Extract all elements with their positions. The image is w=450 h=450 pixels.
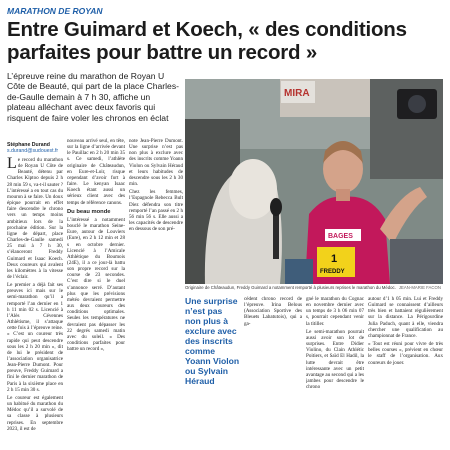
paragraph: gné le marathon du Cognac en novembre dernier avec un temps de 3 h 06 min 07 s, pourrait cependant venir la titiller. (306, 296, 364, 327)
paragraph: note Jean-Pierre Dumont. Une surprise n’est pas non plus à exclure avec des inscrits comme Yoann Violon ou Sylvain Héraud et leurs habitudes de descendre sous les 2 h 30 min. (129, 138, 183, 188)
article-column-2 (67, 138, 125, 445)
intertitle: Du beau monde (67, 208, 111, 215)
drop-cap: L (7, 157, 17, 172)
article-column-6 (368, 296, 443, 445)
article-column-5 (306, 296, 364, 445)
article-column-1 (7, 157, 63, 445)
bib-name: FREDDY (320, 269, 345, 275)
paragraph: Le premier a déjà fait ses preuves ici mais sur le semi-marathon qu’il a remporté l’an dernier en 1 h 11 min 02 s. Licencié à l’Alès Cévennes Athlétisme, il s’attaque cette fois à l’épreuve reine. « C’est un coureur très rapide qui peut descendre sous les 2 h 20 min », dit de lui le président de l’association organisatrice Jean-Pierre Dumont. Pour preuve, Freddy Guimard a fini le dernier marathon de Paris à la sixième place en 2 h 15 min 30 s. (7, 282, 63, 393)
paragraph: L’intéressé a notamment bouclé le marathon Seine-Eure, autour de Louviers (Eure), en 2 h 12 min et 28 s en octobre dernier. Licencié à l’Amicale Athlétique du Boumois (24E), il a ce jour-là battu son propre record sur la course de 23 secondes. C’est dire si le duel s’annonce serré. D’autant plus que les prévisions météo devraient permettre aux deux coureurs des conditions optimales. Seules les températures ne devraient pas dépasser les 22 degrés samedi matin avec du soleil. « Des conditions parfaites pour battre un record », (67, 216, 125, 353)
article-headline: Entre Guimard et Koech, « des conditions parfaites pour battre un record » (7, 18, 407, 64)
section-kicker: MARATHON DE ROYAN (7, 6, 103, 16)
pull-quote: Une surprise n’est pas non plus à exclure avec des inscrits comme Yoann Violon ou Sylvain Héraud (185, 296, 240, 386)
shirt-text: BAGES (328, 233, 353, 240)
paragraph: « Tout est réuni pour vivre de très belles courses », prévient en chœur le staff de l’organisation. Aux coureurs de jouer. (368, 341, 443, 366)
paragraph: Chez les femmes, l’Espagnole Rebecca Bult Díez défendra son titre remporté l’an passé en 2 h 56 min 56 s. Elle aussi a les capacités de descendre en dessous de son pré- (129, 189, 183, 233)
paragraph: Le coureur est également un habitué du marathon du Médoc qu’il a survolé de sa classe à plusieurs reprises. En septembre 2023, il est de (7, 394, 63, 432)
paragraph: Le record du marathon de Royan U Côte de Beauté, détenu par Charles Kiptoo depuis 2 h 28 min 59 s, va-t-il sauter ? L’intéressé a en tout cas du mouron à se faire. Un doux épique pourrait en effet faire descendre le chrono vers un temps moins ambitieux lors de la prochaine édition. Sur la ligne de départ, place Charles-de-Gaulle samedi 25 mai à 7 h 30, s’élanceront Freddy Guimard et Isaac Koech. Deux coureurs qui avalent les kilomètres à la vitesse de l’éclair. (7, 157, 63, 280)
photo-illustration (185, 79, 443, 284)
paragraph: cédent chrono record de l’épreuve. Irina Belous (Association Sportive des Bleuets Labatutois), qui a ga- (244, 296, 302, 327)
banner-text: MIRA (284, 88, 310, 99)
photo-credit: JEAN-MARIE FACON (398, 285, 441, 290)
photo-caption (185, 285, 443, 290)
author-name: Stéphane Durand (7, 142, 50, 148)
caption-text: Originaire de Châteaudun, Freddy Guimard a notamment remporté à plusieurs reprises le marathon du Médoc. (185, 285, 396, 290)
author-email[interactable]: s.durand@sudouest.fr (7, 148, 59, 155)
author-byline (7, 142, 67, 155)
article-column-3 (129, 138, 183, 445)
article-column-4 (244, 296, 302, 445)
bib-number: 1 (331, 253, 338, 265)
article-standfirst: L’épreuve reine du marathon de Royan U Côte de Beauté, qui part de la place Charles-de-Gaulle demain à 7 h 30, affiche un plateau alléchant avec deux favoris qui risquent de faire voler les chronos en éclat (7, 71, 179, 123)
paragraph: autour d’1 h 05 min. Lui et Freddy Guimard se connaissent d’ailleurs très bien et battaient régulièrement sur la distance. La Périgourdine Julia Paduch, quant à elle, viendra chercher une qualification au championnat de France. (368, 296, 443, 339)
runner-photo (185, 79, 443, 284)
paragraph: Le semi-marathon pourrait aussi avoir son lot de surprises. Entre Didier Violino, du Clain Athlétic Poitiers, et Saïd El Hadil, la lutte devrait être intéressante avec un petit avantage au second qui a les jambes pour descendre le chrono (306, 328, 364, 391)
paragraph: nouveau arrivé seul, en tête, sur la ligne d’arrivée devant le Pauillac en 2 h 20 min 35 s. Ce samedi, l’athlète originaire de Châteaudun, en Eure-et-Loir, risque cependant d’avoir fort à faire. Le kenyan Isaac Koech étant aussi un sérieux client avec des temps de référence canons. (67, 138, 125, 206)
